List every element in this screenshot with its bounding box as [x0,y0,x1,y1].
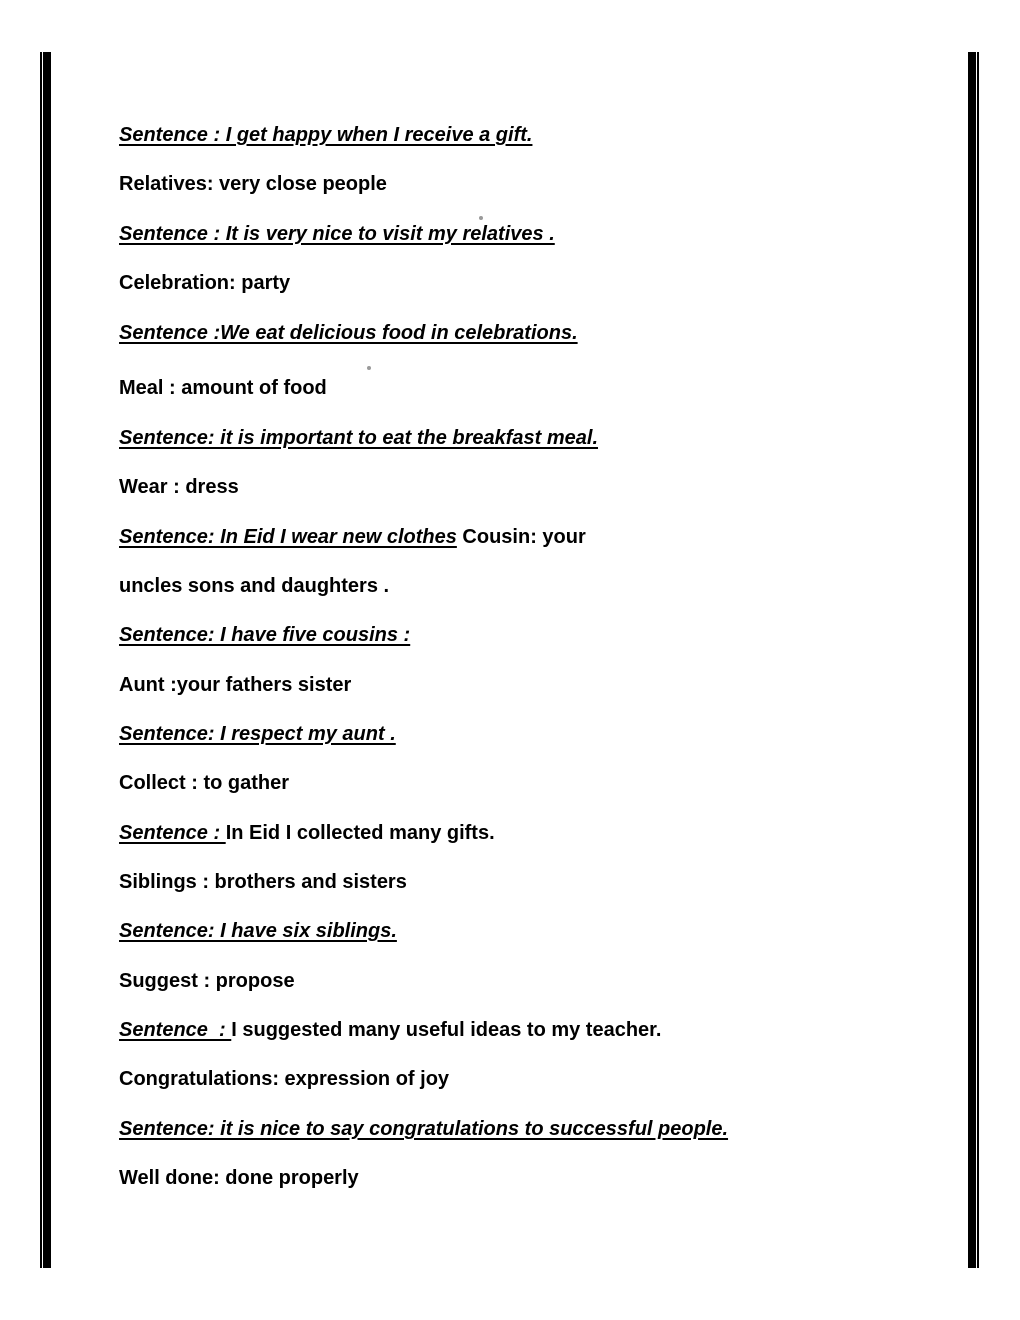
sentence-line: Sentence: I have six siblings. [119,920,397,942]
sentence-line: Sentence: In Eid I wear new clothes Cousin: your [119,526,586,548]
sentence-line: Sentence: it is nice to say congratulations to successful people. [119,1118,729,1140]
definition-line: uncles sons and daughters . [119,575,390,597]
sentence-line: Sentence: it is important to eat the breakfast meal. [119,427,599,449]
sentence-line: Sentence : I suggested many useful ideas to my teacher. [119,1019,662,1041]
speck-mark [367,366,371,370]
page-border-left [40,52,52,1268]
definition-line: Well done: done properly [119,1167,359,1189]
definition-line: Aunt :your fathers sister [119,674,352,696]
sentence-line: Sentence : I get happy when I receive a gift. [119,124,533,146]
speck-mark [479,216,483,220]
definition-line: Collect : to gather [119,772,290,794]
definition-line: Celebration: party [119,272,291,294]
definition-line: Relatives: very close people [119,173,387,195]
definition-line: Siblings : brothers and sisters [119,871,407,893]
definition-line: Meal : amount of food [119,377,327,399]
sentence-line: Sentence : It is very nice to visit my relatives . [119,223,555,245]
page-border-right [968,52,980,1268]
definition-line: Wear : dress [119,476,239,498]
sentence-line: Sentence: I have five cousins : [119,624,411,646]
sentence-line: Sentence : In Eid I collected many gifts. [119,822,495,844]
definition-line: Congratulations: expression of joy [119,1068,450,1090]
definition-line: Suggest : propose [119,970,295,992]
sentence-line: Sentence :We eat delicious food in celebrations. [119,322,578,344]
sentence-line: Sentence: I respect my aunt . [119,723,396,745]
